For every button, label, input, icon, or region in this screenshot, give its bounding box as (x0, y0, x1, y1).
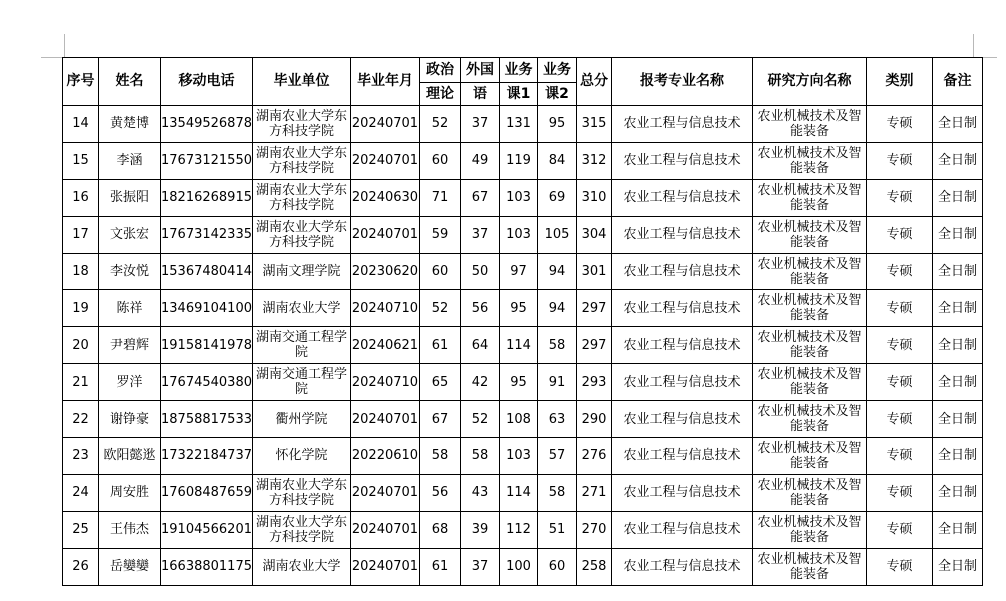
phone-cell: 17674540380 (161, 364, 253, 401)
category-cell: 专硕 (866, 511, 932, 548)
seq-cell: 17 (63, 216, 99, 253)
phone-cell: 19158141978 (161, 327, 253, 364)
major-cell: 农业工程与信息技术 (611, 438, 752, 475)
seq-cell: 26 (63, 548, 99, 585)
school-cell: 怀化学院 (252, 438, 350, 475)
header-row (63, 58, 983, 83)
phone-cell: 18758817533 (161, 401, 253, 438)
major-cell: 农业工程与信息技术 (611, 253, 752, 290)
direction-cell: 农业机械技术及智能装备 (752, 511, 866, 548)
name-cell: 陈祥 (99, 290, 161, 327)
major-cell: 农业工程与信息技术 (611, 142, 752, 179)
foreign-score-cell: 37 (460, 548, 499, 585)
grad-date-cell: 20240701 (350, 511, 419, 548)
course1-score-cell: 131 (499, 106, 537, 143)
note-cell: 全日制 (932, 511, 982, 548)
category-cell: 专硕 (866, 106, 932, 143)
politics-score-cell: 58 (419, 438, 460, 475)
phone-cell: 16638801175 (161, 548, 253, 585)
direction-cell: 农业机械技术及智能装备 (752, 142, 866, 179)
header-course2-bottom: 课2 (537, 83, 576, 106)
politics-score-cell: 61 (419, 327, 460, 364)
header-direction: 研究方向名称 (752, 58, 866, 106)
header-category: 类别 (866, 58, 932, 106)
direction-cell: 农业机械技术及智能装备 (752, 253, 866, 290)
school-cell: 湖南农业大学东方科技学院 (252, 142, 350, 179)
name-cell: 尹碧辉 (99, 327, 161, 364)
table-row (63, 474, 983, 511)
note-cell: 全日制 (932, 548, 982, 585)
phone-cell: 17608487659 (161, 474, 253, 511)
note-cell: 全日制 (932, 401, 982, 438)
direction-cell: 农业机械技术及智能装备 (752, 364, 866, 401)
seq-cell: 20 (63, 327, 99, 364)
table-row (63, 290, 983, 327)
direction-cell: 农业机械技术及智能装备 (752, 401, 866, 438)
category-cell: 专硕 (866, 142, 932, 179)
header-grad-date: 毕业年月 (350, 58, 419, 106)
phone-cell: 17673142335 (161, 216, 253, 253)
politics-score-cell: 56 (419, 474, 460, 511)
major-cell: 农业工程与信息技术 (611, 364, 752, 401)
note-cell: 全日制 (932, 327, 982, 364)
school-cell: 湖南农业大学 (252, 290, 350, 327)
category-cell: 专硕 (866, 548, 932, 585)
grad-date-cell: 20240701 (350, 548, 419, 585)
course1-score-cell: 95 (499, 290, 537, 327)
seq-cell: 22 (63, 401, 99, 438)
course2-score-cell: 84 (537, 142, 576, 179)
category-cell: 专硕 (866, 216, 932, 253)
table-row (63, 401, 983, 438)
seq-cell: 15 (63, 142, 99, 179)
foreign-score-cell: 58 (460, 438, 499, 475)
direction-cell: 农业机械技术及智能装备 (752, 548, 866, 585)
foreign-score-cell: 49 (460, 142, 499, 179)
politics-score-cell: 52 (419, 106, 460, 143)
foreign-score-cell: 56 (460, 290, 499, 327)
foreign-score-cell: 50 (460, 253, 499, 290)
politics-score-cell: 67 (419, 401, 460, 438)
direction-cell: 农业机械技术及智能装备 (752, 438, 866, 475)
header-course2-top: 业务 (537, 58, 576, 83)
grad-date-cell: 20240621 (350, 327, 419, 364)
crop-mark-vertical-right (973, 34, 974, 58)
note-cell: 全日制 (932, 364, 982, 401)
major-cell: 农业工程与信息技术 (611, 216, 752, 253)
header-politics-bottom: 理论 (419, 83, 460, 106)
phone-cell: 15367480414 (161, 253, 253, 290)
header-politics-top: 政治 (419, 58, 460, 83)
total-score-cell: 312 (576, 142, 611, 179)
school-cell: 湖南农业大学东方科技学院 (252, 216, 350, 253)
total-score-cell: 310 (576, 179, 611, 216)
name-cell: 谢铮豪 (99, 401, 161, 438)
school-cell: 湖南农业大学东方科技学院 (252, 511, 350, 548)
course1-score-cell: 95 (499, 364, 537, 401)
politics-score-cell: 71 (419, 179, 460, 216)
major-cell: 农业工程与信息技术 (611, 290, 752, 327)
header-course1-bottom: 课1 (499, 83, 537, 106)
course1-score-cell: 103 (499, 179, 537, 216)
table-row (63, 364, 983, 401)
grad-date-cell: 20240701 (350, 142, 419, 179)
grad-date-cell: 20240630 (350, 179, 419, 216)
major-cell: 农业工程与信息技术 (611, 106, 752, 143)
total-score-cell: 270 (576, 511, 611, 548)
total-score-cell: 304 (576, 216, 611, 253)
course1-score-cell: 103 (499, 216, 537, 253)
seq-cell: 14 (63, 106, 99, 143)
header-phone: 移动电话 (161, 58, 253, 106)
category-cell: 专硕 (866, 401, 932, 438)
note-cell: 全日制 (932, 290, 982, 327)
category-cell: 专硕 (866, 253, 932, 290)
header-foreign-top: 外国 (460, 58, 499, 83)
total-score-cell: 315 (576, 106, 611, 143)
total-score-cell: 301 (576, 253, 611, 290)
direction-cell: 农业机械技术及智能装备 (752, 216, 866, 253)
category-cell: 专硕 (866, 290, 932, 327)
name-cell: 岳孌孌 (99, 548, 161, 585)
course1-score-cell: 108 (499, 401, 537, 438)
name-cell: 张振阳 (99, 179, 161, 216)
foreign-score-cell: 39 (460, 511, 499, 548)
seq-cell: 18 (63, 253, 99, 290)
seq-cell: 25 (63, 511, 99, 548)
name-cell: 周安胜 (99, 474, 161, 511)
category-cell: 专硕 (866, 474, 932, 511)
course1-score-cell: 112 (499, 511, 537, 548)
total-score-cell: 276 (576, 438, 611, 475)
foreign-score-cell: 64 (460, 327, 499, 364)
course1-score-cell: 114 (499, 327, 537, 364)
name-cell: 罗洋 (99, 364, 161, 401)
table-row (63, 511, 983, 548)
foreign-score-cell: 67 (460, 179, 499, 216)
major-cell: 农业工程与信息技术 (611, 401, 752, 438)
course1-score-cell: 100 (499, 548, 537, 585)
name-cell: 文张宏 (99, 216, 161, 253)
phone-cell: 18216268915 (161, 179, 253, 216)
direction-cell: 农业机械技术及智能装备 (752, 327, 866, 364)
school-cell: 湖南文理学院 (252, 253, 350, 290)
total-score-cell: 293 (576, 364, 611, 401)
table-row (63, 179, 983, 216)
school-cell: 湖南农业大学东方科技学院 (252, 106, 350, 143)
total-score-cell: 290 (576, 401, 611, 438)
politics-score-cell: 65 (419, 364, 460, 401)
school-cell: 湖南交通工程学院 (252, 327, 350, 364)
course2-score-cell: 105 (537, 216, 576, 253)
grad-date-cell: 20230620 (350, 253, 419, 290)
course2-score-cell: 60 (537, 548, 576, 585)
grad-date-cell: 20240710 (350, 290, 419, 327)
name-cell: 李涵 (99, 142, 161, 179)
politics-score-cell: 52 (419, 290, 460, 327)
header-major: 报考专业名称 (611, 58, 752, 106)
header-seq: 序号 (63, 58, 99, 106)
foreign-score-cell: 52 (460, 401, 499, 438)
phone-cell: 13549526878 (161, 106, 253, 143)
course1-score-cell: 103 (499, 438, 537, 475)
table-row (63, 142, 983, 179)
course1-score-cell: 119 (499, 142, 537, 179)
seq-cell: 16 (63, 179, 99, 216)
note-cell: 全日制 (932, 253, 982, 290)
header-school: 毕业单位 (252, 58, 350, 106)
seq-cell: 21 (63, 364, 99, 401)
seq-cell: 23 (63, 438, 99, 475)
course2-score-cell: 91 (537, 364, 576, 401)
note-cell: 全日制 (932, 216, 982, 253)
grad-date-cell: 20240701 (350, 216, 419, 253)
name-cell: 黄楚博 (99, 106, 161, 143)
course1-score-cell: 114 (499, 474, 537, 511)
course2-score-cell: 69 (537, 179, 576, 216)
major-cell: 农业工程与信息技术 (611, 327, 752, 364)
header-name: 姓名 (99, 58, 161, 106)
politics-score-cell: 59 (419, 216, 460, 253)
note-cell: 全日制 (932, 438, 982, 475)
category-cell: 专硕 (866, 179, 932, 216)
total-score-cell: 258 (576, 548, 611, 585)
total-score-cell: 271 (576, 474, 611, 511)
seq-cell: 19 (63, 290, 99, 327)
phone-cell: 13469104100 (161, 290, 253, 327)
direction-cell: 农业机械技术及智能装备 (752, 179, 866, 216)
course2-score-cell: 58 (537, 474, 576, 511)
course2-score-cell: 95 (537, 106, 576, 143)
major-cell: 农业工程与信息技术 (611, 474, 752, 511)
table-row (63, 216, 983, 253)
table-row (63, 548, 983, 585)
category-cell: 专硕 (866, 438, 932, 475)
name-cell: 欧阳懿逖 (99, 438, 161, 475)
direction-cell: 农业机械技术及智能装备 (752, 106, 866, 143)
politics-score-cell: 60 (419, 142, 460, 179)
grad-date-cell: 20240710 (350, 364, 419, 401)
direction-cell: 农业机械技术及智能装备 (752, 474, 866, 511)
school-cell: 湖南农业大学东方科技学院 (252, 179, 350, 216)
header-total: 总分 (576, 58, 611, 106)
politics-score-cell: 61 (419, 548, 460, 585)
foreign-score-cell: 43 (460, 474, 499, 511)
major-cell: 农业工程与信息技术 (611, 548, 752, 585)
category-cell: 专硕 (866, 327, 932, 364)
note-cell: 全日制 (932, 106, 982, 143)
table-row (63, 253, 983, 290)
grad-date-cell: 20240701 (350, 474, 419, 511)
course1-score-cell: 97 (499, 253, 537, 290)
note-cell: 全日制 (932, 474, 982, 511)
category-cell: 专硕 (866, 364, 932, 401)
course2-score-cell: 94 (537, 253, 576, 290)
phone-cell: 17322184737 (161, 438, 253, 475)
course2-score-cell: 58 (537, 327, 576, 364)
phone-cell: 19104566201 (161, 511, 253, 548)
grad-date-cell: 20220610 (350, 438, 419, 475)
school-cell: 湖南交通工程学院 (252, 364, 350, 401)
school-cell: 湖南农业大学东方科技学院 (252, 474, 350, 511)
major-cell: 农业工程与信息技术 (611, 511, 752, 548)
header-note: 备注 (932, 58, 982, 106)
politics-score-cell: 60 (419, 253, 460, 290)
total-score-cell: 297 (576, 327, 611, 364)
header-foreign-bottom: 语 (460, 83, 499, 106)
table-row (63, 106, 983, 143)
name-cell: 李汝悦 (99, 253, 161, 290)
grad-date-cell: 20240701 (350, 401, 419, 438)
politics-score-cell: 68 (419, 511, 460, 548)
foreign-score-cell: 42 (460, 364, 499, 401)
direction-cell: 农业机械技术及智能装备 (752, 290, 866, 327)
total-score-cell: 297 (576, 290, 611, 327)
header-course1-top: 业务 (499, 58, 537, 83)
course2-score-cell: 94 (537, 290, 576, 327)
note-cell: 全日制 (932, 179, 982, 216)
school-cell: 湖南农业大学 (252, 548, 350, 585)
note-cell: 全日制 (932, 142, 982, 179)
table-row (63, 327, 983, 364)
school-cell: 衢州学院 (252, 401, 350, 438)
crop-mark-vertical (64, 34, 65, 58)
table-row (63, 438, 983, 475)
grad-date-cell: 20240701 (350, 106, 419, 143)
phone-cell: 17673121550 (161, 142, 253, 179)
major-cell: 农业工程与信息技术 (611, 179, 752, 216)
seq-cell: 24 (63, 474, 99, 511)
course2-score-cell: 57 (537, 438, 576, 475)
admission-roster-table (62, 57, 983, 586)
foreign-score-cell: 37 (460, 106, 499, 143)
name-cell: 王伟杰 (99, 511, 161, 548)
course2-score-cell: 63 (537, 401, 576, 438)
course2-score-cell: 51 (537, 511, 576, 548)
foreign-score-cell: 37 (460, 216, 499, 253)
